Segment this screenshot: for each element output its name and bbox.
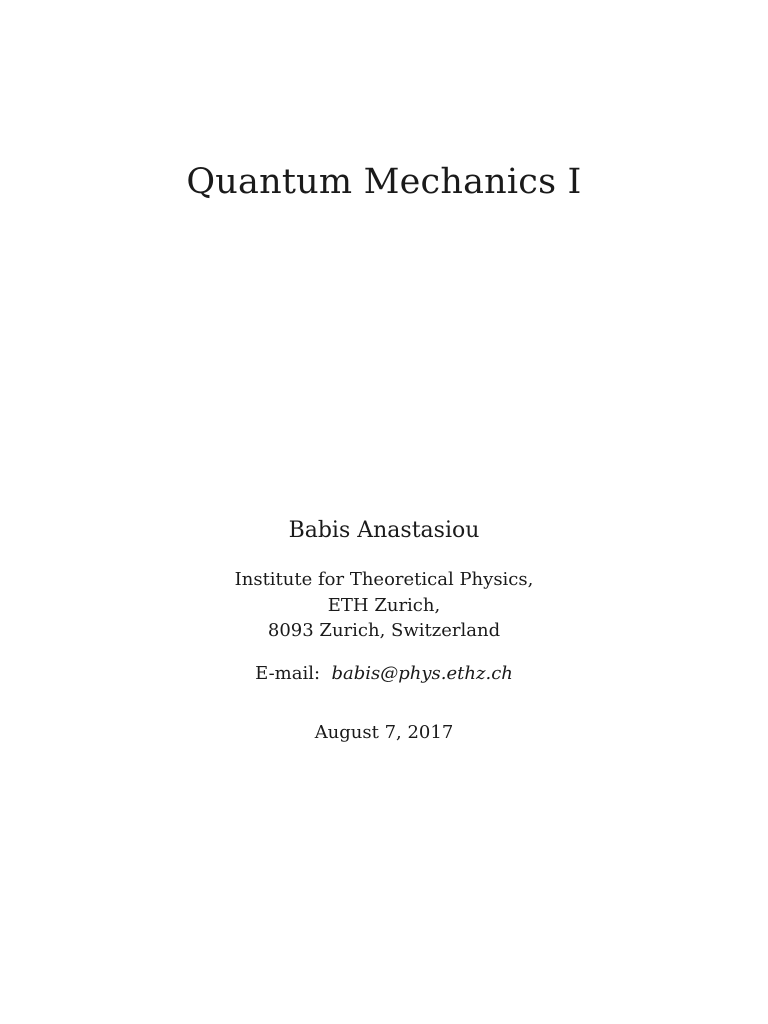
document-date: August 7, 2017 [314, 722, 454, 743]
affiliation-line: ETH Zurich, [327, 594, 441, 616]
email-label: E-mail: [255, 663, 326, 684]
author-name: Babis Anastasiou [288, 518, 480, 543]
affiliation-block [0, 567, 768, 644]
affiliation-line: 8093 Zurich, Switzerland [267, 620, 501, 641]
affiliation-line: Institute for Theoretical Physics, [234, 569, 534, 590]
document-title: Quantum Mechanics I [186, 162, 582, 202]
email-line [0, 661, 768, 687]
email-address[interactable]: babis@phys.ethz.ch [331, 663, 513, 684]
